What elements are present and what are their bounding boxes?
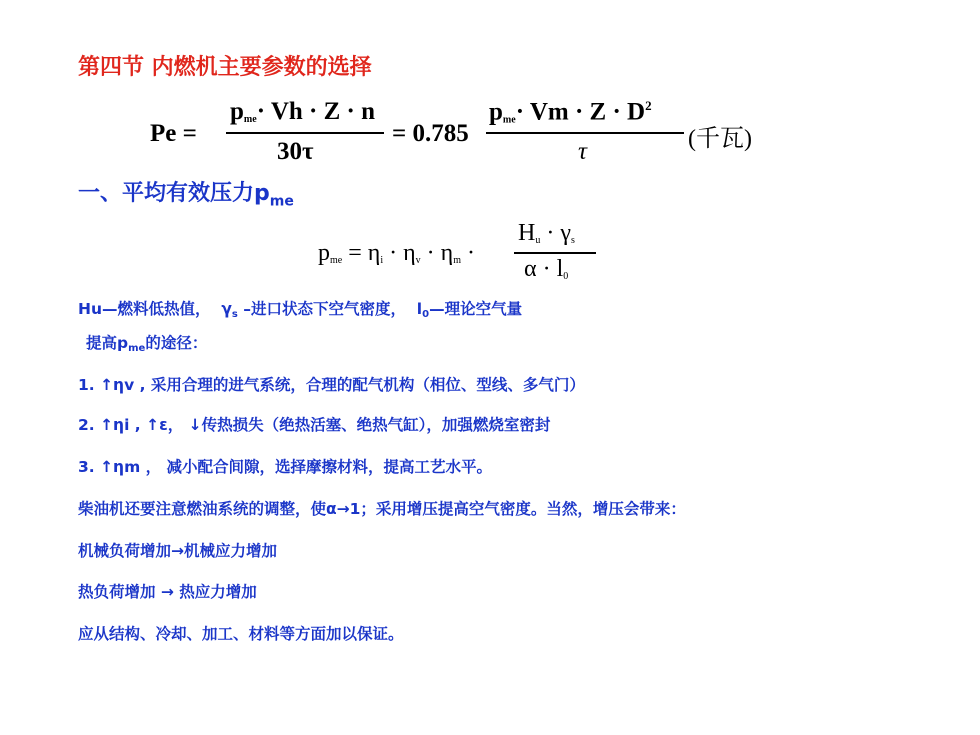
note-line: 应从结构、冷却、加工、材料等方面加以保证。 <box>78 625 404 643</box>
formula-power-lhs: Pe = <box>150 120 197 147</box>
section-title: 第四节 内燃机主要参数的选择 <box>78 55 372 80</box>
formula-pme-den: $\alpha \cdot l_0$ <box>524 256 569 282</box>
formula-power-coef: = 0.785 <box>392 120 469 147</box>
note-line: 机械负荷增加→机械应力增加 <box>78 542 277 560</box>
formula-power-unit: (千瓦) <box>688 126 752 152</box>
fraction-line-2 <box>486 132 684 134</box>
formula-pme: $p_{me} = \eta_i \cdot \eta_v \cdot \eta_m$ · <box>318 240 475 266</box>
improve-heading: 提高$p_{me}$的途径： <box>86 334 208 354</box>
fraction-line-1 <box>226 132 384 134</box>
formula-power-den1: 30τ <box>277 138 314 165</box>
formula-power-num1: $p_{me}\cdot Vh \cdot Z \cdot n$ <box>230 98 376 125</box>
formula-pme-num: $H_u \cdot \gamma_s$ <box>518 220 575 246</box>
list-item: 3. ↑ηm ， 减小配合间隙，选择摩擦材料，提高工艺水平。 <box>78 458 493 476</box>
fraction-line-3 <box>514 252 596 254</box>
definitions-line: Hu—燃料低热值， $\gamma_s$ –进口状态下空气密度， $l_0—$理论空气量 <box>78 300 523 320</box>
note-line: 热负荷增加 → 热应力增加 <box>78 583 257 601</box>
list-item: 2. ↑ηi , ↑ε， ↓传热损失（绝热活塞、绝热气缸），加强燃烧室密封 <box>78 416 551 434</box>
heading-mean-effective-pressure: 一、平均有效压力$p_{me}$ <box>78 181 294 210</box>
formula-power-num2: $p_{me}\cdot Vm \cdot Z \cdot D^2$ <box>489 98 652 126</box>
formula-power-den2: τ <box>578 138 587 165</box>
list-item: 1. ↑ηv , 采用合理的进气系统，合理的配气机构（相位、型线、多气门） <box>78 376 585 394</box>
note-line: 柴油机还要注意燃油系统的调整，使α→1；采用增压提高空气密度。当然，增压会带来： <box>78 500 686 518</box>
